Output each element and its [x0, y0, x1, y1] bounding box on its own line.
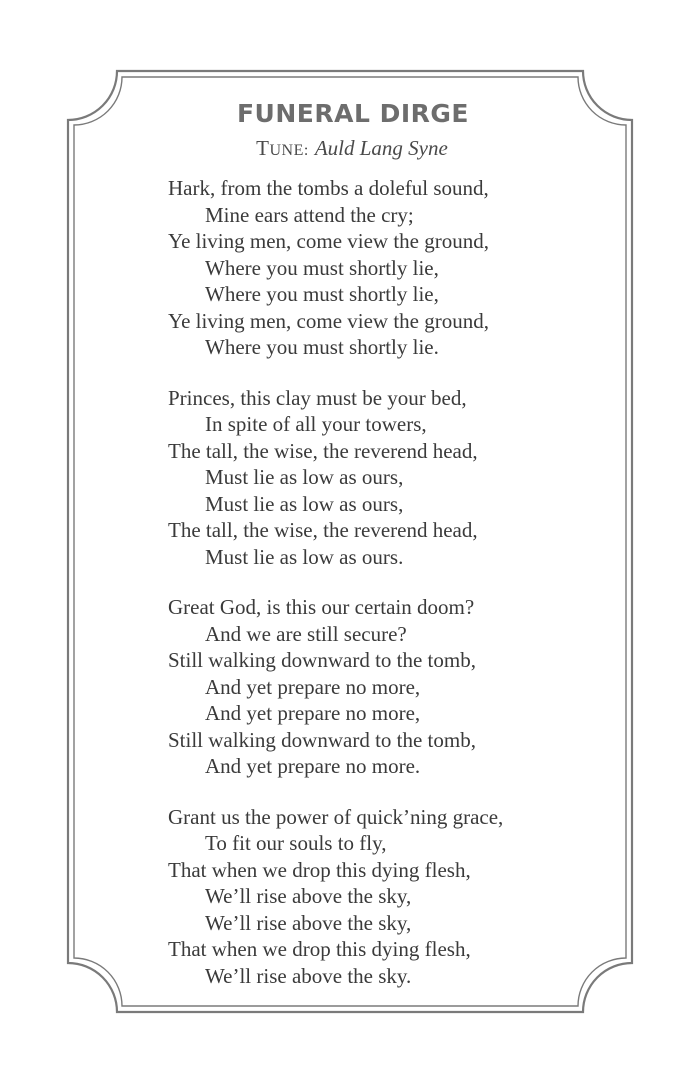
lyric-line: The tall, the wise, the reverend head, [168, 438, 478, 463]
tune-label [256, 136, 309, 160]
lyric-line: Princes, this clay must be your bed, [168, 385, 467, 410]
lyric-line: And yet prepare no more. [205, 754, 421, 778]
tune-label-initial: T [256, 136, 270, 160]
lyric-line: To fit our souls to fly, [205, 831, 387, 855]
tune-label-rest: UNE: [269, 142, 309, 159]
lyric-line: And we are still secure? [205, 621, 407, 646]
lyric-line: We’ll rise above the sky, [205, 910, 412, 935]
stanza [168, 385, 700, 571]
lyric-line: We’ll rise above the sky. [205, 963, 412, 988]
lyric-line: Must lie as low as ours, [205, 491, 404, 516]
lyric-line: Grant us the power of quick’ning grace, [168, 804, 504, 829]
lyric-line: Hark, from the tombs a doleful sound, [168, 176, 489, 200]
lyric-line: The tall, the wise, the reverend head, [168, 518, 478, 542]
lyric-line: Ye living men, come view the ground, [168, 308, 489, 333]
lyric-line: Must lie as low as ours, [205, 465, 404, 489]
lyric-line: We’ll rise above the sky, [205, 884, 412, 908]
song-sheet [0, 96, 700, 1013]
lyric-line: In spite of all your towers, [205, 412, 427, 436]
stanza [168, 594, 700, 780]
lyric-line: And yet prepare no more, [205, 701, 421, 725]
lyrics [168, 175, 700, 989]
tune-name: Auld Lang Syne [314, 136, 448, 160]
lyric-line: Still walking downward to the tomb, [168, 648, 476, 672]
lyric-line: Ye living men, come view the ground, [168, 229, 489, 253]
lyric-line: That when we drop this dying flesh, [168, 937, 471, 961]
lyric-line: Must lie as low as ours. [205, 544, 404, 569]
lyric-line: And yet prepare no more, [205, 674, 421, 699]
lyric-line: Great God, is this our certain doom? [168, 595, 475, 619]
tune-line [0, 132, 700, 167]
stanza [168, 804, 700, 990]
lyric-line: Mine ears attend the cry; [205, 202, 414, 227]
lyric-line: Where you must shortly lie, [205, 282, 439, 306]
song-title: FUNERAL DIRGE [236, 99, 469, 128]
lyric-line: Where you must shortly lie. [205, 335, 439, 359]
lyric-line: That when we drop this dying flesh, [168, 857, 471, 882]
stanza [168, 175, 700, 361]
lyric-line: Where you must shortly lie, [205, 255, 439, 280]
lyric-line: Still walking downward to the tomb, [168, 727, 476, 752]
